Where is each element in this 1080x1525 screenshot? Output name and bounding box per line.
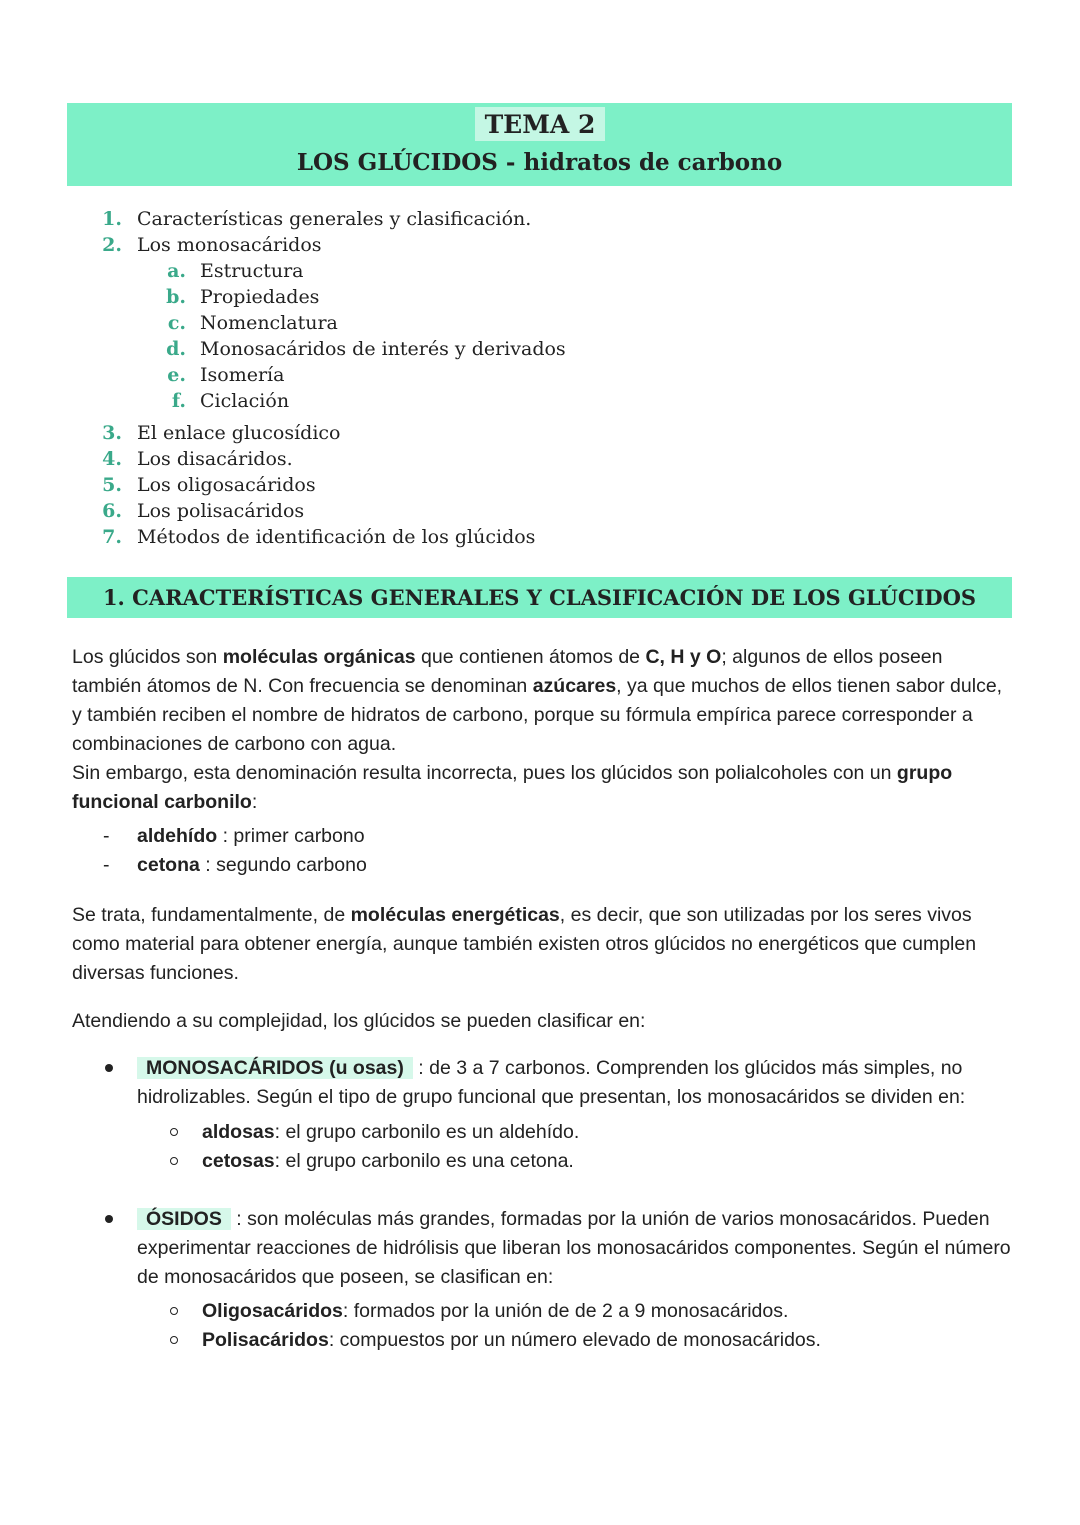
section-title: 1. CARACTERÍSTICAS GENERALES Y CLASIFICACIÓN DE LOS GLÚCIDOS [102, 585, 977, 610]
sub-item-cetosas: cetosas: el grupo carbonilo es una cetona. [202, 1150, 574, 1172]
sub-item-polisacaridos: Polisacáridos: compuestos por un número elevado de monosacáridos. [202, 1329, 821, 1351]
paragraph-intro: Los glúcidos son moléculas orgánicas que contienen átomos de C, H y O; algunos de ellos poseen también átomos de N. Con frecuencia se denominan azúcares, ya que muchos de ellos tienen sabor dulce, y también reciben el nombre de hidratos de carbono, porque su fórmula empírica parece corresponder a combinaciones de carbono con agua. [72, 646, 1003, 755]
sub-item-aldosas: aldosas: el grupo carbonilo es un aldehído. [202, 1121, 580, 1143]
paragraph-carbonyl: Sin embargo, esta denominación resulta incorrecta, pues los glúcidos son polialcoholes con un grupo funcional carbonilo: [72, 762, 953, 813]
sub-item-oligosacaridos: Oligosacáridos: formados por la unión de de 2 a 9 monosacáridos. [202, 1300, 789, 1322]
bullet-osidos: ÓSIDOS : son moléculas más grandes, formadas por la unión de varios monosacáridos. Pueden experimentar reacciones de hidrólisis que liberan los monosacáridos componentes. Según el número de monosacáridos que poseen, se clasifican en: [137, 1208, 1011, 1288]
dash-marker: - [103, 854, 110, 876]
circle-bullet-icon [170, 1157, 178, 1165]
circle-bullet-icon [170, 1128, 178, 1136]
circle-bullet-icon [170, 1336, 178, 1344]
paragraph-classification: Atendiendo a su complejidad, los glúcidos se pueden clasificar en: [72, 1010, 646, 1032]
page-title: LOS GLÚCIDOS - hidratos de carbono [296, 149, 783, 176]
circle-bullet-icon [170, 1307, 178, 1315]
bullet-monosacaridos: MONOSACÁRIDOS (u osas) : de 3 a 7 carbonos. Comprenden los glúcidos más simples, no hidrolizables. Según el tipo de grupo funcional que presentan, los monosacáridos se dividen en: [137, 1057, 966, 1108]
bullet-icon [105, 1064, 113, 1072]
dash-item-cetona: cetona : segundo carbono [137, 854, 367, 876]
paragraph-energy: Se trata, fundamentalmente, de moléculas energéticas, es decir, que son utilizadas por los seres vivos como material para obtener energía, aunque también existen otros glúcidos no energéticos que cumplen diversas funciones. [72, 904, 977, 984]
bullet-icon [105, 1215, 113, 1223]
dash-marker: - [103, 825, 110, 847]
topic-number: TEMA 2 [475, 107, 605, 141]
dash-item-aldehido: aldehído : primer carbono [137, 825, 365, 847]
